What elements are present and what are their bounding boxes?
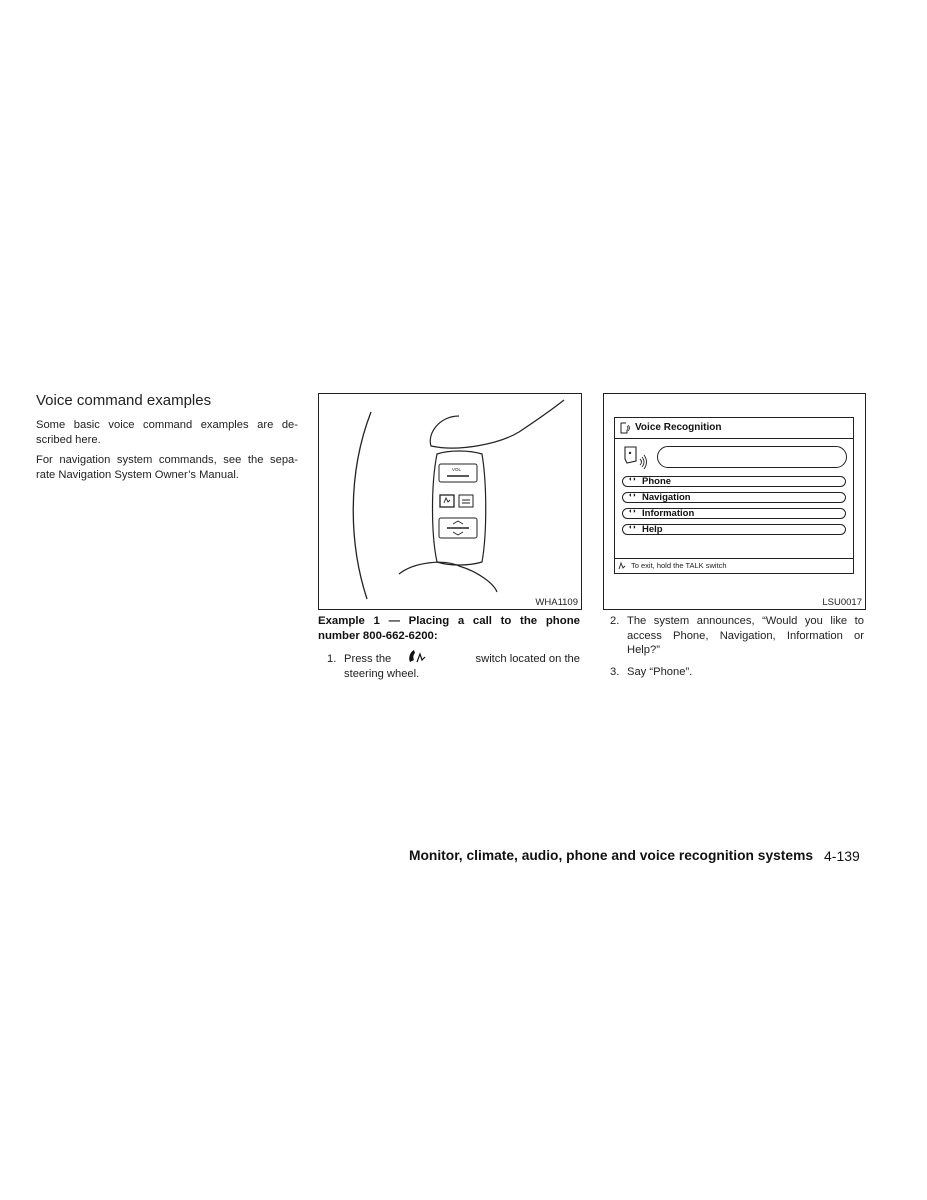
voice-recognition-figure bbox=[603, 393, 866, 610]
menu-item-label: Help bbox=[642, 524, 663, 535]
figure-id: LSU0017 bbox=[822, 597, 862, 608]
voice-item-icon: ◖◗ bbox=[628, 524, 637, 531]
status-text: To exit, hold the TALK switch bbox=[631, 561, 727, 570]
voice-item-icon: ◖◗ bbox=[628, 492, 637, 499]
voice-recognition-screen bbox=[614, 417, 854, 574]
menu-item-label: Information bbox=[642, 508, 695, 519]
status-bar bbox=[615, 558, 853, 573]
screen-title: Voice Recognition bbox=[635, 422, 722, 433]
menu-item-navigation[interactable] bbox=[622, 492, 846, 503]
menu-item-help[interactable] bbox=[622, 524, 846, 535]
example-heading-line-1: Example 1 — Placing a call to the phone bbox=[318, 615, 580, 627]
step-number: 1. bbox=[327, 653, 337, 665]
step-3-text: Say “Phone”. bbox=[627, 666, 693, 678]
step-2-line-2: access Phone, Navigation, Information or bbox=[627, 629, 864, 642]
vol-label: VOL bbox=[452, 467, 462, 472]
menu-item-label: Navigation bbox=[642, 492, 691, 503]
talk-switch-icon bbox=[408, 648, 428, 665]
nav-note-line-1: For navigation system commands, see the sepa- bbox=[36, 454, 298, 466]
step-2-line-1: The system announces, “Would you like to bbox=[627, 615, 864, 627]
talk-switch-icon bbox=[618, 561, 628, 571]
voice-item-icon: ◖◗ bbox=[628, 508, 637, 515]
voice-item-icon: ◖◗ bbox=[628, 476, 637, 483]
menu-item-label: Phone bbox=[642, 476, 672, 487]
speaking-head-icon bbox=[622, 445, 650, 469]
voice-recognition-icon bbox=[619, 422, 631, 434]
recognition-input-field bbox=[657, 446, 847, 468]
step-number: 3. bbox=[610, 666, 620, 678]
steering-wheel-illustration bbox=[319, 394, 581, 609]
intro-paragraph bbox=[36, 418, 298, 447]
step-2-text bbox=[627, 614, 864, 658]
intro-line-1: Some basic voice command examples are de- bbox=[36, 419, 298, 431]
intro-line-2: scribed here. bbox=[36, 433, 101, 446]
step-number: 2. bbox=[610, 615, 620, 627]
footer-section-title: Monitor, climate, audio, phone and voice recognition systems bbox=[409, 848, 814, 863]
step-1 bbox=[327, 652, 580, 682]
section-title: Voice command examples bbox=[36, 392, 212, 409]
figure-id: WHA1109 bbox=[535, 597, 578, 608]
steering-wheel-figure bbox=[318, 393, 582, 610]
example-heading-line-2: number 800-662-6200: bbox=[318, 629, 438, 642]
example-heading bbox=[318, 614, 580, 643]
menu-item-phone[interactable] bbox=[622, 476, 846, 487]
step-3 bbox=[610, 665, 864, 681]
step-2 bbox=[610, 614, 864, 658]
step-1-line-2: steering wheel. bbox=[344, 667, 420, 680]
navigation-note-paragraph bbox=[36, 453, 298, 482]
screen-header bbox=[615, 418, 853, 439]
step-1-text-end: switch located on the bbox=[475, 653, 580, 665]
menu-item-information[interactable] bbox=[622, 508, 846, 519]
nav-note-line-2: rate Navigation System Owner’s Manual. bbox=[36, 468, 239, 481]
page-number: 4-139 bbox=[824, 848, 860, 864]
step-1-text-start: Press the bbox=[344, 653, 392, 665]
step-2-line-3: Help?” bbox=[627, 644, 660, 656]
